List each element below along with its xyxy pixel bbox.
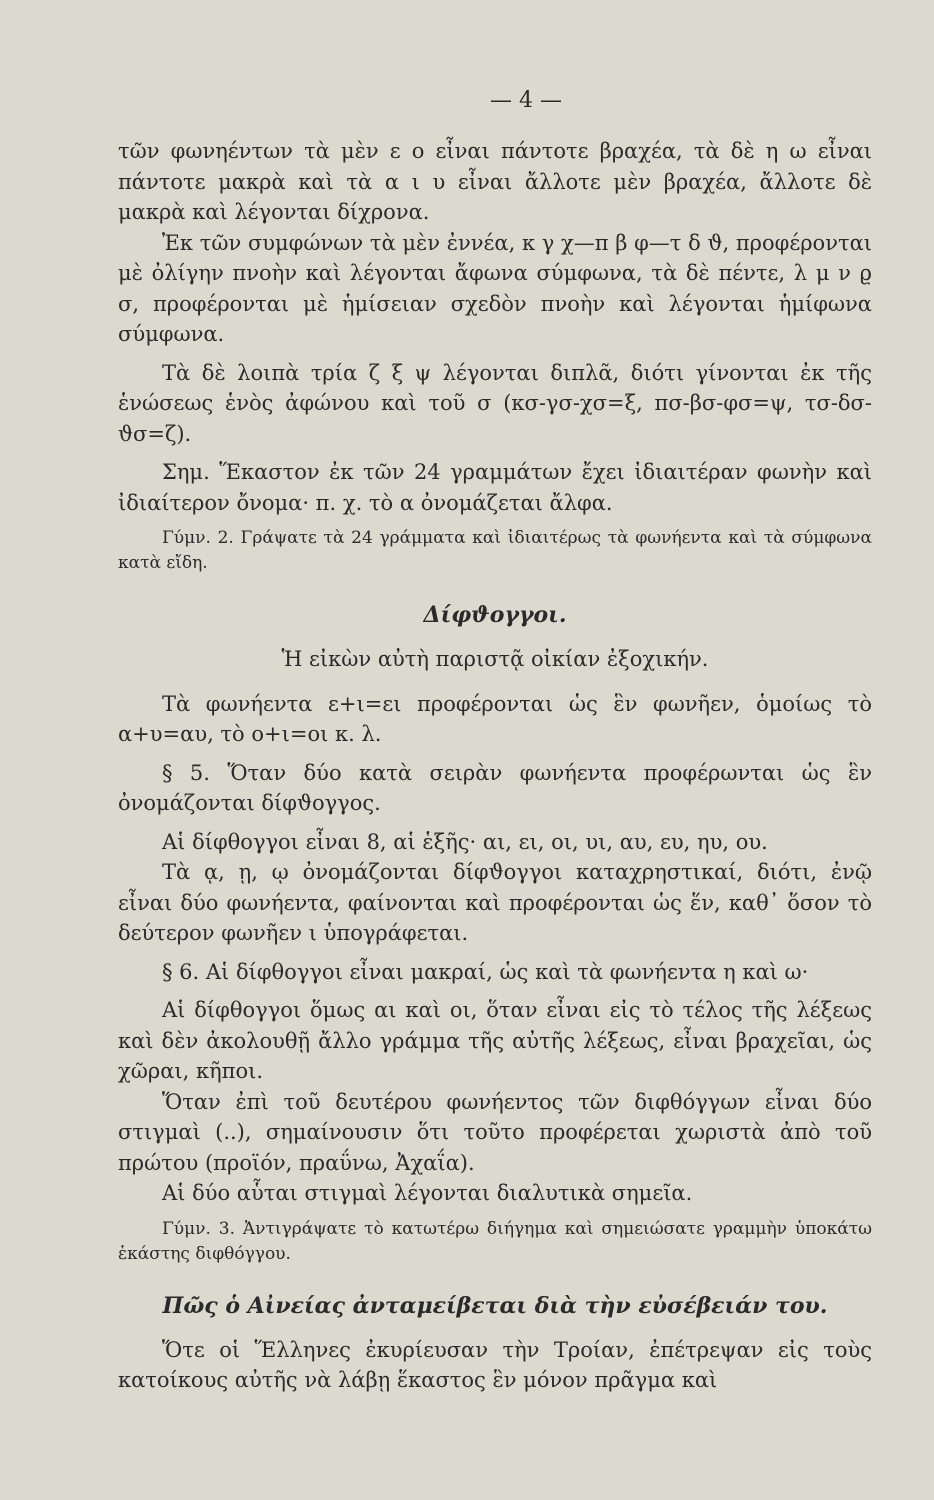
paragraph-diaeresis-marks: Αἱ δύο αὗται στιγμαὶ λέγονται διαλυτικὰ σημεῖα. bbox=[162, 1181, 693, 1205]
paragraph-diaeresis: Ὅταν ἐπὶ τοῦ δευτέρου φωνήεντος τῶν διφθόγγων εἶναι δύο στιγμαὶ (..), σημαίνουσιν ὅτι τοῦτο προφέρεται χωριστὰ ἀπὸ τοῦ πρώτου (προϊόν, πραΰνω, Ἀχαΐα). bbox=[118, 1089, 872, 1175]
exercise-2: Γύμν. 2. Γράψατε τὰ 24 γράμματα καὶ ἰδιαιτέρως τὰ φωνήεντα καὶ τὰ σύμφωνα κατὰ εἴδη. bbox=[118, 528, 872, 573]
paragraph-vowel-combination: Τὰ φωνήεντα ε+ι=ει προφέρονται ὡς ἓν φωνῆεν, ὁμοίως τὸ α+υ=αυ, τὸ ο+ι=οι κ. λ. bbox=[118, 691, 872, 746]
paragraph-vowel-length: τῶν φωνηέντων τὰ μὲν ε ο εἶναι πάντοτε βραχέα, τὰ δὲ η ω εἶναι πάντοτε μακρὰ καὶ τὰ α ι υ εἶναι ἄλλοτε μὲν βραχέα, ἄλλοτε δὲ μακρὰ καὶ λέγονται δίχρονα. bbox=[118, 139, 872, 224]
story-title: Πῶς ὁ Αἰνείας ἀνταμείβεται διὰ τὴν εὐσέβειάν του. bbox=[162, 1292, 828, 1319]
note-letter-names: Σημ. Ἕκαστον ἐκ τῶν 24 γραμμάτων ἔχει ἰδιαιτέραν φωνὴν καὶ ἰδιαίτερον ὄνομα· π. χ. τὸ α ὀνομάζεται ἄλφα. bbox=[118, 460, 872, 515]
rule-5: § 5. Ὅταν δύο κατὰ σειρὰν φωνήεντα προφέρωνται ὡς ἓν ὀνομάζονται δίφϑογγος. bbox=[118, 760, 872, 815]
image-caption: Ἡ εἰκὼν αὐτὴ παριστᾷ οἰκίαν ἐξοχικήν. bbox=[281, 647, 709, 671]
section-heading-diphthongs: Δίφϑογγοι. bbox=[423, 602, 567, 628]
page-number: — 4 — bbox=[490, 88, 562, 113]
exercise-3: Γύμν. 3. Ἀντιγράψατε τὸ κατωτέρω διήγημα καὶ σημειώσατε γραμμὴν ὑποκάτω ἑκάστης διφθόγγου. bbox=[118, 1218, 872, 1264]
paragraph-consonants: Ἐκ τῶν συμφώνων τὰ μὲν ἐννέα, κ γ χ—π β φ—τ δ ϑ, προφέρονται μὲ ὀλίγην πνοὴν καὶ λέγονται ἄφωνα σύμφωνα, τὰ δὲ πέντε, λ μ ν ϱ σ, προφέρονται μὲ ἡμίσειαν σχεδὸν πνοὴν καὶ λέγονται ἡμίφωνα σύμφωνα. bbox=[118, 230, 872, 346]
paragraph-double-consonants: Τὰ δὲ λοιπὰ τρία ζ ξ ψ λέγονται διπλᾶ, διότι γίνονται ἐκ τῆς ἑνώσεως ἑνὸς ἀφώνου καὶ τοῦ σ (κσ-γσ-χσ=ξ, πσ-βσ-φσ=ψ, τσ-δσ-ϑσ=ζ). bbox=[118, 360, 872, 446]
paragraph-improper-diphthongs: Τὰ ᾳ, ῃ, ῳ ὀνομάζονται δίφϑογγοι καταχρηστικαί, διότι, ἐνῷ εἶναι δύο φωνήεντα, φαίνονται καὶ προφέρονται ὡς ἕν, καθ᾽ ὅσον τὸ δεύτερον φωνῆεν ι ὑπογράφεται. bbox=[118, 860, 872, 945]
story-paragraph: Ὅτε οἱ Ἕλληνες ἐκυρίευσαν τὴν Τροίαν, ἐπέτρεψαν εἰς τοὺς κατοίκους αὐτῆς νὰ λάβῃ ἕκαστος ἓν μόνον πρᾶγμα καὶ bbox=[118, 1337, 872, 1392]
paragraph-short-diphthongs: Αἱ δίφθογγοι ὅμως αι καὶ οι, ὅταν εἶναι εἰς τὸ τέλος τῆς λέξεως καὶ δὲν ἀκολουθῇ ἄλλο γράμμα τῆς αὐτῆς λέξεως, εἶναι βραχεῖαι, ὡς χῶραι, κῆποι. bbox=[118, 998, 872, 1083]
rule-6: § 6. Αἱ δίφθογγοι εἶναι μακραί, ὡς καὶ τὰ φωνήεντα η καὶ ω· bbox=[162, 959, 809, 984]
paragraph-eight-diphthongs: Αἱ δίφθογγοι εἶναι 8, αἱ ἑξῆς· αι, ει, οι, υι, αυ, ευ, ηυ, ου. bbox=[162, 829, 768, 854]
